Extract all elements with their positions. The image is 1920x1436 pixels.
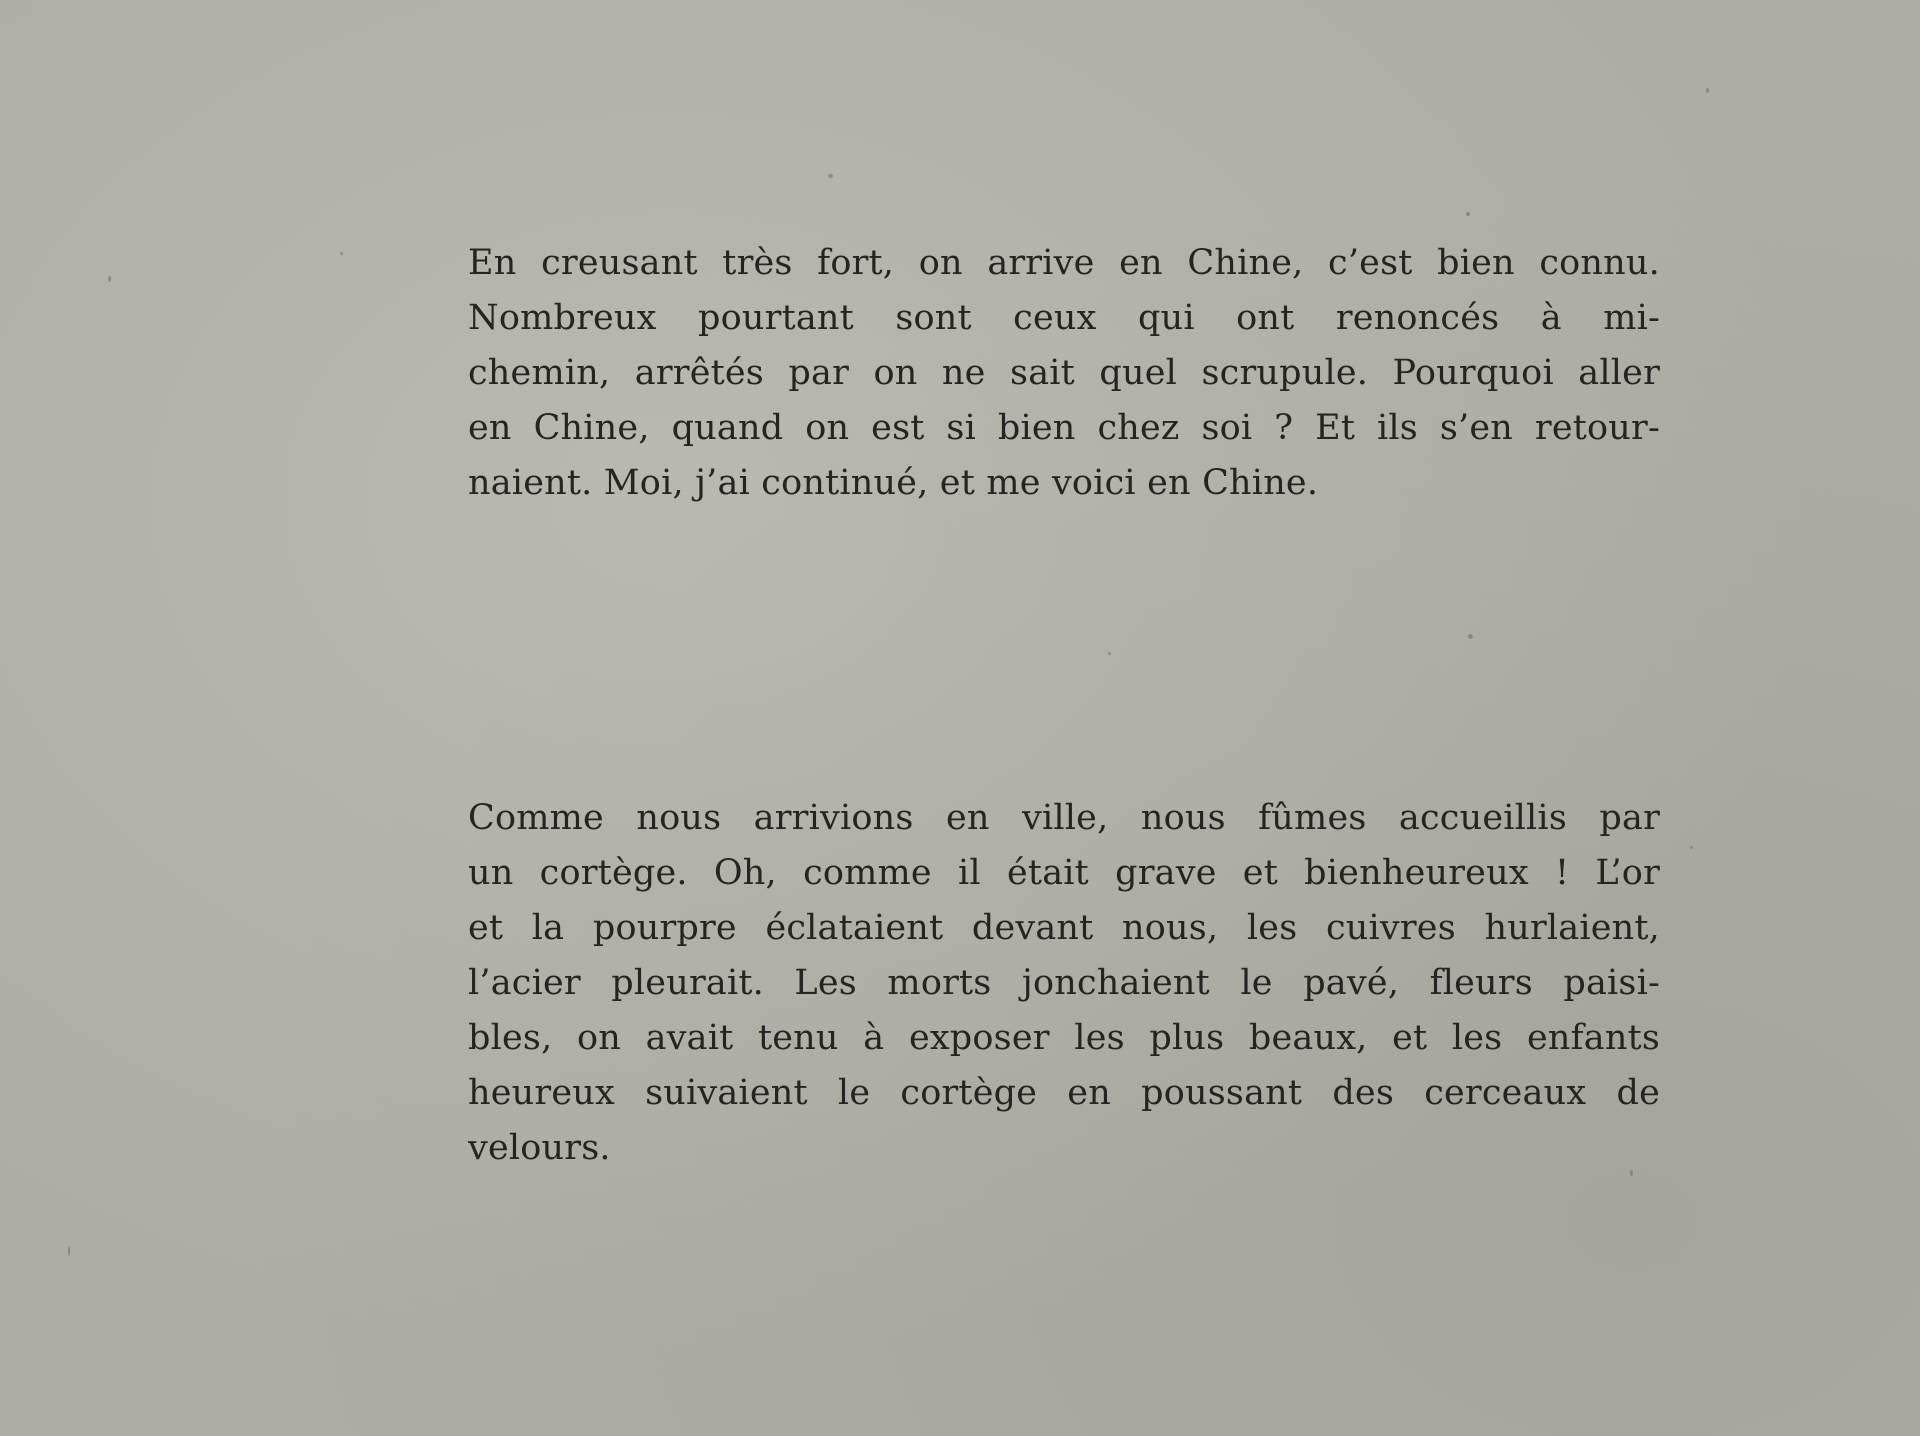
paper-speck bbox=[340, 252, 343, 255]
paragraph-line: un cortège. Oh, comme il était grave et bienheureux ! L’or bbox=[468, 853, 1660, 893]
paragraph-line: l’acier pleurait. Les morts jonchaient le pavé, fleurs paisi- bbox=[468, 963, 1660, 1003]
paragraph-line: velours. bbox=[468, 1128, 611, 1168]
paper-speck bbox=[1468, 634, 1473, 639]
paragraph-2 bbox=[468, 791, 1660, 1176]
paper-speck bbox=[1690, 846, 1693, 849]
paragraph-line: bles, on avait tenu à exposer les plus beaux, et les enfants bbox=[468, 1018, 1660, 1058]
paper-speck bbox=[68, 1246, 70, 1256]
paragraph-line: Comme nous arrivions en ville, nous fûmes accueillis par bbox=[468, 798, 1660, 838]
paragraph-line: heureux suivaient le cortège en poussant des cerceaux de bbox=[468, 1073, 1660, 1113]
paragraph-line: Nombreux pourtant sont ceux qui ont renoncés à mi- bbox=[468, 298, 1660, 338]
paragraph-1 bbox=[468, 236, 1660, 511]
paper-speck bbox=[1108, 652, 1111, 655]
paper-speck bbox=[1466, 212, 1470, 216]
paragraph-line: En creusant très fort, on arrive en Chine, c’est bien connu. bbox=[468, 243, 1660, 283]
paper-speck bbox=[828, 174, 833, 178]
paragraph-line: chemin, arrêtés par on ne sait quel scrupule. Pourquoi aller bbox=[468, 353, 1660, 393]
paragraph-line: naient. Moi, j’ai continué, et me voici en Chine. bbox=[468, 463, 1319, 503]
paragraph-line: et la pourpre éclataient devant nous, les cuivres hurlaient, bbox=[468, 908, 1660, 948]
paper-speck bbox=[108, 276, 111, 282]
paper-speck bbox=[1706, 88, 1709, 93]
paragraph-line: en Chine, quand on est si bien chez soi ? Et ils s’en retour- bbox=[468, 408, 1660, 448]
